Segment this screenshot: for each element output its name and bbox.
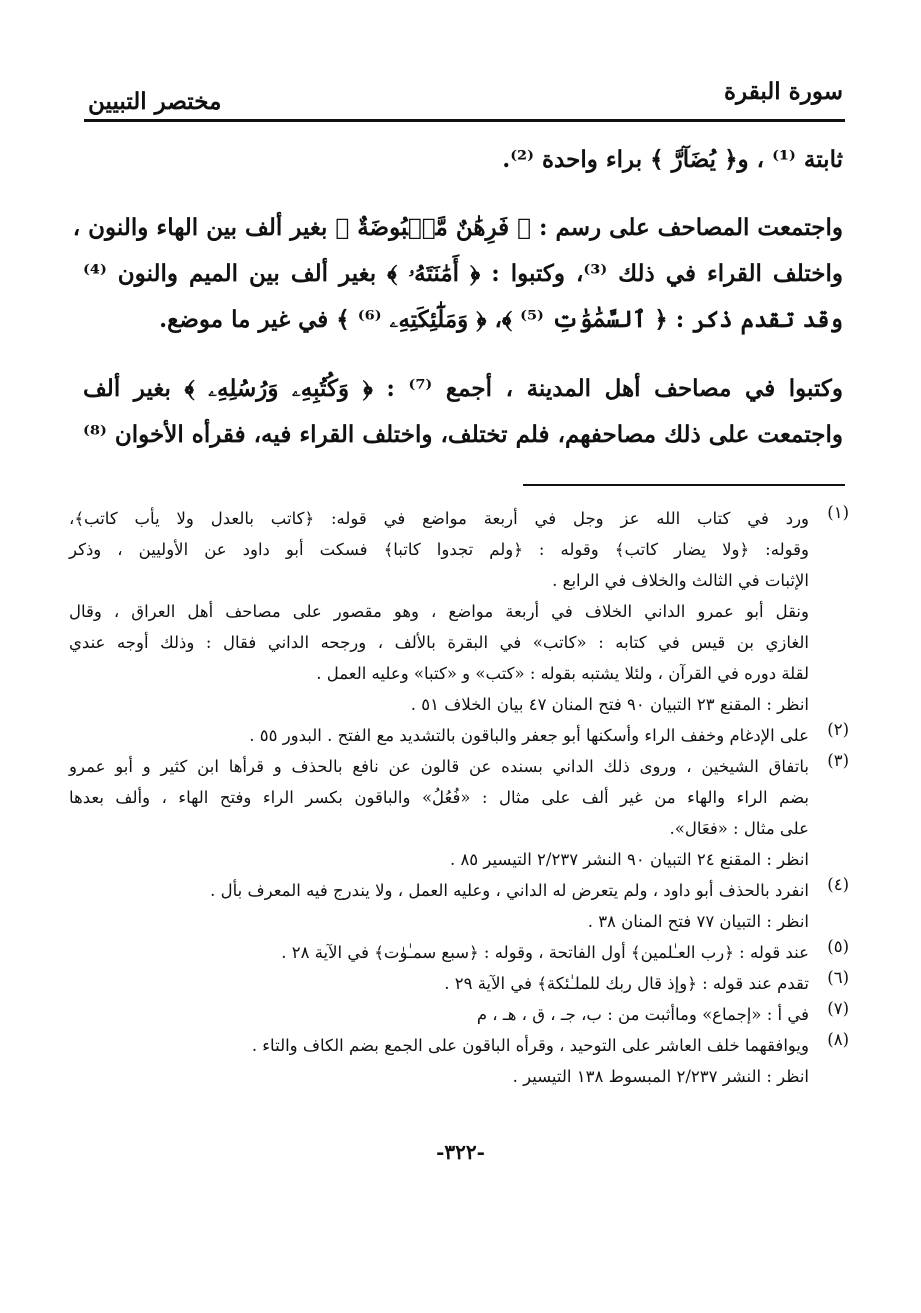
footnote-line: على مثال : «فعَال». <box>669 819 809 838</box>
text-line: واختلف القراء في ذلك ⁽³⁾، وكتبوا : ﴿ أَمَٰنَتَهُۥ ﴾ بغير ألف بين الميم والنون ⁽⁴⁾ <box>83 260 843 287</box>
footnote-number: (٨) <box>827 1030 849 1049</box>
text-line: واجتمعت المصاحف على رسم : ﴿ فَرِهَٰنٌ مَّقۡبُوضَةٌ ﴾ بغير ألف بين الهاء والنون ، <box>72 214 843 241</box>
footnote-number: (٤) <box>827 875 849 894</box>
header-rule <box>84 119 845 122</box>
footnote-body <box>69 503 809 720</box>
footnote-number: (٢) <box>827 720 849 739</box>
footnote-separator <box>523 484 845 486</box>
footnote-4 <box>69 875 849 937</box>
running-header-surah: سورة البقرة <box>723 78 843 105</box>
footnote-line: بضم الراء والهاء من غير ألف على مثال : «فُعُلُ» والباقون بكسر الراء وفتح الهاء ، وألف بعدها <box>69 788 809 807</box>
footnote-8 <box>69 1030 849 1092</box>
footnote-line: الغازي بن قيس في كتابه : «كاتب» في البقرة بالألف ، ورجحه الداني فقال : وذلك أوجه عندي <box>69 633 809 652</box>
footnote-2 <box>69 720 849 751</box>
footnote-number: (٧) <box>827 999 849 1018</box>
footnote-body <box>69 968 809 999</box>
main-text-paragraph-2 <box>72 214 843 352</box>
running-header-book-title: مختصر التبيين <box>88 88 222 115</box>
footnote-number: (١) <box>827 503 849 522</box>
footnote-line: انظر : النشر ٢/٢٣٧ المبسوط ١٣٨ التيسير . <box>512 1067 809 1086</box>
footnote-1 <box>69 503 849 720</box>
footnote-3 <box>69 751 849 875</box>
footnote-line: انظر : التبيان ٧٧ فتح المنان ٣٨ . <box>587 912 809 931</box>
footnote-line: وقوله: ﴿ولا يضار كاتب﴾ وقوله : ﴿ولم تجدوا كاتبا﴾ فسكت أبو داود عن الأوليين ، وذكر <box>69 540 809 559</box>
footnote-line: في أ : «إجماع» وماأثبت من : ب، جـ ، ق ، هـ ، م <box>476 1005 809 1024</box>
footnote-line: انفرد بالحذف أبو داود ، ولم يتعرض له الداني ، وعليه العمل ، ولا يندرج فيه المعرف بأل . <box>210 881 809 900</box>
paragraph <box>83 146 843 192</box>
footnote-body <box>69 999 809 1030</box>
footnote-line: انظر : المقنع ٢٣ التبيان ٩٠ فتح المنان ٤٧ بيان الخلاف ٥١ . <box>410 695 809 714</box>
text-line: واجتمعت على ذلك مصاحفهم، فلم تختلف، واختلف القراء فيه، فقرأه الأخوان ⁽⁸⁾ <box>83 421 843 448</box>
page-number: -٣٢٢- <box>436 1140 485 1164</box>
footnote-line: ونقل أبو عمرو الداني الخلاف في أربعة مواضع ، وهو مقصور على مصاحف أهل العراق ، وقال <box>69 602 809 621</box>
text-line: ثابتة ⁽¹⁾ ، و﴿ يُضَآرَّ ﴾ براء واحدة ⁽²⁾. <box>502 146 843 173</box>
footnote-line: باتفاق الشيخين ، وروى ذلك الداني بسنده عن قالون عن نافع بالحذف و قرأها ابن كثير و أبو عمرو <box>69 757 809 776</box>
footnote-line: انظر : المقنع ٢٤ التبيان ٩٠ النشر ٢/٢٣٧ التيسير ٨٥ . <box>449 850 809 869</box>
main-text <box>83 146 843 192</box>
footnote-line: الإثبات في الثالث والخلاف في الرابع . <box>552 571 809 590</box>
footnote-number: (٣) <box>827 751 849 770</box>
footnote-line: ورد في كتاب الله عز وجل في أربعة مواضع في قوله: ﴿كاتب بالعدل ولا يأب كاتب﴾، <box>69 509 809 528</box>
footnote-7 <box>69 999 849 1030</box>
main-text-paragraph-3 <box>83 375 843 467</box>
footnote-line: ويوافقهما خلف العاشر على التوحيد ، وقرأه الباقون على الجمع بضم الكاف والتاء . <box>251 1036 809 1055</box>
footnote-number: (٦) <box>827 968 849 987</box>
footnote-body <box>69 1030 809 1092</box>
footnote-6 <box>69 968 849 999</box>
text-line: وكتبوا في مصاحف أهل المدينة ، أجمع ⁽⁷⁾ : ﴿ وَكُتُبِهِۦ وَرُسُلِهِۦ ﴾ بغير ألف <box>83 375 843 402</box>
footnote-number: (٥) <box>827 937 849 956</box>
footnotes <box>69 503 849 1092</box>
footnote-body <box>69 720 809 751</box>
footnote-body <box>69 751 809 875</box>
text-line: وقد تقدم ذكر : ﴿ ٱلسَّمَٰوَٰتِ ⁽⁵⁾ ﴾، ﴿ وَمَلَٰٓئِكَتِهِۦ ⁽⁶⁾ ﴾ في غير ما موضع. <box>159 306 843 333</box>
footnote-5 <box>69 937 849 968</box>
footnote-body <box>69 875 809 937</box>
footnote-line: على الإدغام وخفف الراء وأسكنها أبو جعفر والباقون بالتشديد مع الفتح . البدور ٥٥ . <box>249 726 809 745</box>
footnote-body <box>69 937 809 968</box>
footnote-line: تقدم عند قوله : ﴿وإذ قال ربك للملـٰئكة﴾ في الآية ٢٩ . <box>444 974 809 993</box>
footnote-line: عند قوله : ﴿رب العـٰلمين﴾ أول الفاتحة ، وقوله : ﴿سبع سمـٰوٰت﴾ في الآية ٢٨ . <box>281 943 809 962</box>
footnote-line: لقلة دوره في القرآن ، ولئلا يشتبه بقوله : «كتب» و «كتبا» وعليه العمل . <box>316 664 809 683</box>
